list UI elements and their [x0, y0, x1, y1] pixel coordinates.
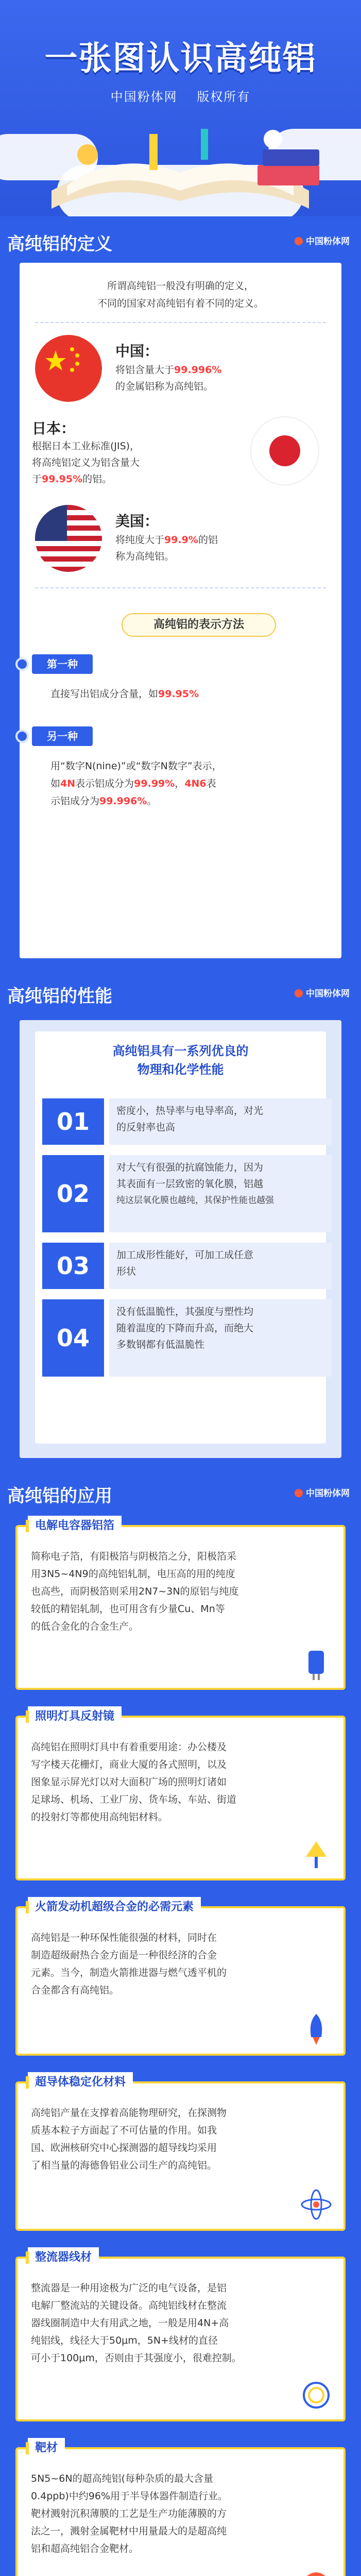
property-desc: 没有低温脆性，其强度与塑性均 随着温度的下降而升高，而绝大 多数钢都有低温脆性 — [109, 1299, 332, 1377]
page-subtitle — [0, 87, 361, 105]
method-title: 高纯铝的表示方法 — [122, 613, 276, 637]
china-flag-icon — [35, 335, 102, 402]
properties-panel — [20, 1020, 341, 1458]
open-book-icon — [31, 113, 330, 216]
property-number: 02 — [42, 1155, 104, 1232]
logo-icon — [295, 1489, 303, 1497]
property-item — [42, 1299, 332, 1377]
application-title: 火箭发动机超级合金的必需元素 — [28, 1897, 201, 1918]
section-header-definition — [0, 222, 361, 259]
capacitor-icon — [298, 1646, 334, 1682]
application-text: 简称电子箔，有阳极箔与阴极箔之分，阳极箔采 用3N5~4N9的高纯铝轧制，电压高的用的纯度 也高些，而阴极箔则采用2N7~3N的原铝与纯度 较低的精铝轧制，也可用含有少量Cu、Mn等 的低合金化的合金生产。 — [31, 1551, 239, 1632]
application-text: 高纯铝产量在支撑着高能物理研究，在探测物 质基本粒子方面起了不可估量的作用。如我 国、欧洲核研究中心探测器的超导线均采用 了相当量的海德鲁铝业公司生产的高纯铝。 — [31, 2107, 227, 2171]
china-definition: 将铝含量大于99.996% 的金属铝称为高纯铝。 — [115, 364, 222, 392]
japan-flag-icon — [251, 417, 318, 484]
usa-definition: 将纯度大于99.9%的铝 称为高纯铝。 — [115, 534, 218, 562]
application-card — [15, 1519, 346, 1690]
bullet-dot — [15, 730, 29, 743]
application-card — [15, 2076, 346, 2231]
bullet-dot — [15, 657, 29, 671]
application-title: 电解电容器铝箔 — [28, 1516, 122, 1536]
application-title: 整流器线材 — [28, 2247, 99, 2268]
brand-logo: 中国粉体网 — [295, 1486, 350, 1499]
usa-label: 美国： — [115, 513, 159, 530]
property-number: 04 — [42, 1299, 104, 1377]
method2-badge: 另一种 — [32, 726, 93, 746]
property-item — [42, 1155, 332, 1232]
property-number: 01 — [42, 1098, 104, 1145]
application-title: 照明灯具反射镜 — [28, 1706, 122, 1727]
property-number: 03 — [42, 1243, 104, 1289]
method1-text: 直接写出铝成分含量，如99.95% — [50, 688, 199, 700]
application-text: 5N5~6N的超高纯铝(每种杂质的最大含量 0.4ppb)中约96%用于半导体器件制造行业。 靶材溅射沉积薄膜的工艺是生产功能薄膜的方 法之一，溅射金属靶材中用量最大的是超高纯 铝和超高纯铝合金靶材。 — [31, 2473, 228, 2554]
definition-panel — [20, 263, 341, 958]
china-label: 中国： — [115, 343, 159, 360]
page-title: 一张图认识高纯铝 — [44, 40, 317, 78]
property-item — [42, 1098, 332, 1145]
usa-flag-icon — [35, 505, 102, 572]
definition-intro: 所谓高纯铝一般没有明确的定义， 不同的国家对高纯铝有着不同的定义。 — [97, 280, 264, 309]
application-card — [15, 1710, 346, 1880]
copyright-note: 版权所有 — [197, 90, 251, 104]
section-header-properties — [0, 974, 361, 1011]
properties-card — [35, 1031, 326, 1444]
property-desc: 密度小，热导率与电导率高，对光 的反射率也高 — [109, 1098, 332, 1145]
application-text: 高纯铝是一种环保性能很强的材料，同时在 制造超级耐热合金方面是一种很经济的合金 元素。当今，制造火箭推进器与燃气透平机的 合金都含有高纯铝。 — [31, 1932, 227, 1996]
lamp-icon — [298, 1836, 334, 1872]
section-title: 高纯铝的定义 — [7, 234, 112, 255]
logo-icon — [295, 989, 303, 997]
application-card — [15, 1901, 346, 2056]
target-icon — [298, 2568, 334, 2576]
application-title: 靶材 — [28, 2438, 65, 2459]
publisher-name: 中国粉体网 — [110, 90, 178, 104]
rocket-icon — [298, 2011, 334, 2047]
application-text: 高纯铝在照明灯具中有着重要用途：办公楼及 写字楼天花栅灯，商业大厦的各式照明，以及 图象显示屏光灯以对大面积广场的照明灯诸如 足球场、机场、工业厂房、货车场、车站、街道 的投射灯等都使用高纯铝材料。 — [31, 1741, 237, 1823]
logo-icon — [295, 237, 303, 245]
application-card — [15, 2442, 346, 2576]
method2-text: 用“数字N(nine)”或“数字N数字”表示， 如4N表示铝成分为99.99%，4N6表 示铝成分为99.996%。 — [50, 760, 222, 807]
brand-logo: 中国粉体网 — [295, 234, 350, 247]
section-title: 高纯铝的应用 — [7, 1486, 112, 1506]
property-desc: 对大气有很强的抗腐蚀能力，因为 其表面有一层致密的氧化膜，铝越 纯这层氧化膜也越纯，其保护性能也越强 — [109, 1155, 332, 1232]
section-header-applications — [0, 1473, 361, 1511]
japan-label: 日本： — [32, 420, 76, 437]
atom-icon — [298, 2187, 334, 2223]
application-title: 超导体稳定化材料 — [28, 2072, 133, 2093]
method1-badge: 第一种 — [32, 654, 93, 674]
japan-definition: 根据日本工业标准(JIS)， 将高纯铝定义为铝含量大 于99.95%的铝。 — [32, 440, 140, 485]
section-title: 高纯铝的性能 — [7, 986, 112, 1007]
hero-header — [0, 0, 361, 216]
property-desc: 加工成形性能好，可加工成任意 形状 — [109, 1243, 332, 1289]
application-card — [15, 2251, 346, 2421]
properties-heading: 高纯铝具有一系列优良的 物理和化学性能 — [112, 1044, 249, 1077]
wire-icon — [298, 2377, 334, 2413]
brand-logo: 中国粉体网 — [295, 986, 350, 999]
property-item — [42, 1243, 332, 1289]
application-text: 整流器是一种用途极为广泛的电气设备，是铝 电解厂整流站的关键设备。高纯铝线材在整流 器线圈制造中大有用武之地，一般是用4N+高 纯铝线，线径大于50μm，5N+线材的直径 可小于100μm，否则由于其强度小，很难控制。 — [31, 2282, 242, 2364]
